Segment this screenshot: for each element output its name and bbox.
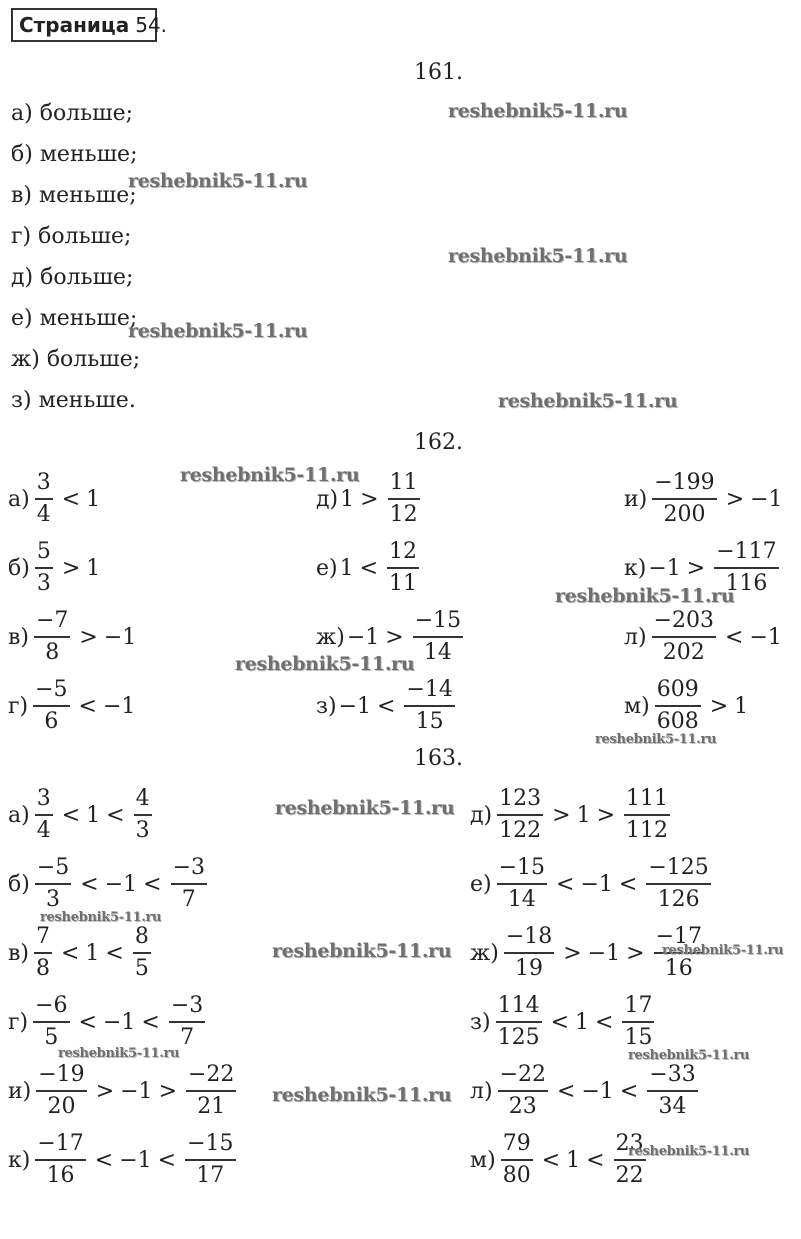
comparison-sign: <: [157, 1147, 177, 1173]
comparison-sign: >: [626, 940, 645, 966]
number: 1: [575, 1009, 590, 1035]
numerator: 114: [497, 993, 540, 1018]
watermark: reshebnik5-11.ru: [180, 464, 360, 486]
watermark: reshebnik5-11.ru: [498, 390, 678, 412]
expr-162: [624, 675, 748, 737]
numerator: −15: [187, 1131, 234, 1156]
denominator: 11: [389, 571, 418, 596]
watermark: reshebnik5-11.ru: [628, 1144, 750, 1159]
expr-163: [8, 1129, 239, 1191]
numerator: 123: [499, 786, 542, 811]
numerator: 17: [624, 993, 653, 1018]
expr-162: [624, 606, 782, 668]
number: −1: [104, 871, 138, 897]
comparison-sign: <: [143, 871, 162, 897]
numerator: −6: [35, 993, 68, 1018]
comparison-sign: <: [105, 940, 124, 966]
fraction: [614, 1129, 646, 1191]
denominator: 608: [656, 709, 699, 734]
number: −1: [103, 624, 137, 650]
item-label: м): [470, 1147, 496, 1173]
watermark: reshebnik5-11.ru: [40, 910, 162, 925]
comparison-sign: >: [596, 802, 616, 828]
denominator: 14: [423, 640, 452, 665]
denominator: 7: [181, 887, 196, 912]
fraction: [36, 1060, 86, 1122]
fraction: [34, 922, 52, 984]
number: −1: [338, 693, 372, 719]
answer-161-z: з) меньше.: [11, 388, 136, 413]
fraction: [652, 468, 716, 530]
expr-162: [316, 537, 422, 599]
denominator: 80: [502, 1163, 531, 1188]
answer-161-zh: ж) больше;: [11, 347, 141, 372]
comparison-sign: <: [61, 802, 81, 828]
numerator: −33: [649, 1062, 696, 1087]
denominator: 15: [624, 1025, 653, 1050]
number: 1: [86, 802, 101, 828]
answer-161-b: б) меньше;: [11, 142, 138, 167]
expr-162: [624, 468, 783, 530]
numerator: 7: [35, 924, 50, 949]
item-label: е): [316, 555, 338, 581]
denominator: 200: [663, 502, 706, 527]
comparison-sign: <: [94, 1147, 114, 1173]
denominator: 4: [36, 502, 51, 527]
denominator: 17: [196, 1163, 225, 1188]
comparison-sign: >: [725, 486, 745, 512]
denominator: 126: [657, 887, 700, 912]
denominator: 122: [499, 818, 542, 843]
expr-163: [8, 853, 210, 915]
numerator: 23: [615, 1131, 644, 1156]
number: 1: [85, 940, 100, 966]
comparison-sign: <: [586, 1147, 605, 1173]
item-label: л): [470, 1078, 493, 1104]
item-label: к): [624, 555, 647, 581]
numerator: −125: [648, 855, 709, 880]
fraction: [624, 784, 670, 846]
item-label: г): [8, 1009, 29, 1035]
numerator: 111: [626, 786, 669, 811]
fraction: [647, 1060, 697, 1122]
item-label: ж): [470, 940, 499, 966]
number: −1: [102, 1009, 136, 1035]
problem-number-162: 162.: [414, 430, 463, 455]
number: 1: [340, 486, 355, 512]
item-label: г): [8, 693, 29, 719]
fraction: [646, 853, 710, 915]
numerator: −5: [35, 677, 68, 702]
watermark: reshebnik5-11.ru: [628, 1048, 750, 1063]
fraction: [185, 1129, 235, 1191]
fraction: [34, 606, 70, 668]
comparison-sign: >: [61, 555, 81, 581]
denominator: 21: [197, 1094, 226, 1119]
expr-163: [470, 1129, 649, 1191]
fraction: [622, 991, 654, 1053]
numerator: −3: [170, 993, 204, 1018]
fraction: [33, 991, 69, 1053]
comparison-sign: >: [79, 624, 98, 650]
denominator: 3: [135, 818, 150, 843]
problem-number-161: 161.: [414, 60, 463, 85]
number: −1: [581, 1078, 614, 1104]
answer-161-g: г) больше;: [11, 224, 132, 249]
denominator: 7: [180, 1025, 195, 1050]
item-label: а): [8, 802, 30, 828]
denominator: 3: [36, 571, 51, 596]
expr-163: [8, 784, 155, 846]
fraction: [504, 922, 554, 984]
numerator: 609: [656, 677, 699, 702]
watermark: reshebnik5-11.ru: [128, 170, 308, 192]
denominator: 6: [44, 709, 59, 734]
number: 1: [86, 555, 101, 581]
item-label: л): [624, 624, 647, 650]
numerator: −17: [655, 924, 703, 949]
number: −1: [346, 624, 380, 650]
denominator: 112: [626, 818, 669, 843]
item-label: б): [8, 555, 30, 581]
expr-162: [8, 606, 136, 668]
number: 1: [734, 693, 749, 719]
fraction: [387, 537, 419, 599]
comparison-sign: <: [595, 1009, 614, 1035]
number: 1: [339, 555, 354, 581]
numerator: −18: [505, 924, 553, 949]
denominator: 116: [725, 571, 768, 596]
number: −1: [648, 555, 681, 581]
watermark: reshebnik5-11.ru: [275, 797, 455, 819]
comparison-sign: >: [709, 693, 729, 719]
item-label: и): [8, 1078, 32, 1104]
fraction: [35, 853, 71, 915]
numerator: −5: [36, 855, 70, 880]
number: −1: [580, 871, 613, 897]
numerator: −199: [654, 470, 715, 495]
numerator: 12: [389, 539, 418, 564]
denominator: 125: [497, 1025, 540, 1050]
watermark: reshebnik5-11.ru: [58, 1046, 180, 1061]
denominator: 19: [515, 956, 544, 981]
numerator: 3: [36, 470, 51, 495]
page-header: [11, 8, 168, 42]
comparison-sign: <: [556, 871, 575, 897]
numerator: 79: [502, 1131, 531, 1156]
item-label: з): [470, 1009, 491, 1035]
fraction: [498, 1060, 548, 1122]
fraction: [497, 853, 547, 915]
fraction: [134, 784, 152, 846]
denominator: 20: [47, 1094, 76, 1119]
item-label: з): [316, 693, 337, 719]
page-label: Страница: [19, 13, 130, 37]
comparison-sign: <: [78, 1009, 97, 1035]
expr-163: [470, 1060, 701, 1122]
number: 1: [576, 802, 591, 828]
denominator: 16: [46, 1163, 75, 1188]
numerator: −17: [37, 1131, 84, 1156]
expr-163: [8, 922, 154, 984]
comparison-sign: <: [725, 624, 744, 650]
number: 1: [86, 486, 101, 512]
denominator: 202: [662, 640, 705, 665]
expr-162: [316, 675, 458, 737]
numerator: −117: [716, 539, 777, 564]
comparison-sign: <: [618, 871, 638, 897]
comparison-sign: >: [686, 555, 706, 581]
item-label: ж): [316, 624, 345, 650]
number: −1: [750, 486, 783, 512]
comparison-sign: <: [141, 1009, 160, 1035]
numerator: 8: [134, 924, 149, 949]
problem-number-163: 163.: [414, 746, 463, 771]
fraction: [497, 784, 543, 846]
fraction: [413, 606, 463, 668]
comparison-sign: <: [106, 802, 125, 828]
fraction: [655, 675, 701, 737]
comparison-sign: <: [619, 1078, 639, 1104]
number: 1: [566, 1147, 581, 1173]
watermark: reshebnik5-11.ru: [595, 732, 717, 747]
fraction: [35, 468, 53, 530]
watermark: reshebnik5-11.ru: [448, 245, 628, 267]
comparison-sign: <: [80, 871, 99, 897]
denominator: 22: [615, 1163, 644, 1188]
comparison-sign: <: [377, 693, 396, 719]
comparison-sign: <: [78, 693, 97, 719]
fraction: [171, 853, 207, 915]
denominator: 3: [46, 887, 61, 912]
expr-163: [470, 991, 657, 1053]
numerator: 3: [36, 786, 51, 811]
denominator: 12: [389, 502, 418, 527]
number: −1: [749, 624, 782, 650]
fraction: [388, 468, 420, 530]
numerator: −15: [498, 855, 546, 880]
comparison-sign: <: [557, 1078, 576, 1104]
item-label: б): [8, 871, 30, 897]
comparison-sign: >: [360, 486, 379, 512]
number: −1: [120, 1078, 153, 1104]
numerator: −22: [188, 1062, 235, 1087]
item-label: е): [470, 871, 492, 897]
denominator: 8: [45, 640, 60, 665]
fraction: [404, 675, 454, 737]
expr-162: [8, 468, 100, 530]
fraction: [169, 991, 205, 1053]
denominator: 23: [508, 1094, 537, 1119]
page-number: 54.: [135, 13, 168, 37]
answer-161-a: а) больше;: [11, 101, 134, 126]
item-label: в): [8, 624, 29, 650]
fraction: [501, 1129, 533, 1191]
denominator: 5: [44, 1025, 59, 1050]
denominator: 14: [507, 887, 536, 912]
numerator: −7: [35, 608, 69, 633]
comparison-sign: >: [552, 802, 571, 828]
fraction: [496, 991, 542, 1053]
denominator: 5: [134, 956, 149, 981]
fraction: [35, 784, 53, 846]
item-label: м): [624, 693, 650, 719]
denominator: 4: [36, 818, 51, 843]
expr-162: [8, 675, 135, 737]
numerator: 4: [135, 786, 150, 811]
numerator: −3: [172, 855, 206, 880]
watermark: reshebnik5-11.ru: [235, 653, 415, 675]
numerator: 11: [389, 470, 418, 495]
numerator: −14: [406, 677, 453, 702]
comparison-sign: >: [158, 1078, 177, 1104]
number: −1: [587, 940, 621, 966]
expr-163: [8, 1060, 239, 1122]
watermark: reshebnik5-11.ru: [448, 100, 628, 122]
fraction: [33, 675, 69, 737]
answer-161-e: е) меньше;: [11, 306, 138, 331]
watermark: reshebnik5-11.ru: [272, 1084, 452, 1106]
comparison-sign: <: [541, 1147, 561, 1173]
watermark: reshebnik5-11.ru: [662, 943, 784, 958]
expr-163: [8, 991, 208, 1053]
number: −1: [119, 1147, 152, 1173]
item-label: д): [316, 486, 339, 512]
item-label: а): [8, 486, 30, 512]
fraction: [186, 1060, 236, 1122]
comparison-sign: <: [60, 940, 80, 966]
expr-163: [470, 784, 673, 846]
item-label: и): [624, 486, 648, 512]
denominator: 34: [658, 1094, 687, 1119]
comparison-sign: <: [550, 1009, 570, 1035]
numerator: −203: [653, 608, 714, 633]
fraction: [35, 1129, 85, 1191]
numerator: 5: [36, 539, 51, 564]
item-label: к): [8, 1147, 31, 1173]
watermark: reshebnik5-11.ru: [555, 585, 735, 607]
item-label: в): [8, 940, 29, 966]
item-label: д): [470, 802, 493, 828]
comparison-sign: <: [359, 555, 379, 581]
comparison-sign: >: [563, 940, 582, 966]
fraction: [133, 922, 151, 984]
denominator: 16: [664, 956, 693, 981]
comparison-sign: >: [95, 1078, 115, 1104]
numerator: −19: [38, 1062, 85, 1087]
numerator: −22: [499, 1062, 546, 1087]
fraction: [35, 537, 53, 599]
denominator: 15: [415, 709, 444, 734]
watermark: reshebnik5-11.ru: [272, 940, 452, 962]
watermark: reshebnik5-11.ru: [128, 320, 308, 342]
comparison-sign: >: [385, 624, 404, 650]
number: −1: [102, 693, 136, 719]
numerator: −15: [414, 608, 462, 633]
comparison-sign: <: [61, 486, 81, 512]
expr-163: [470, 853, 714, 915]
answer-161-d: д) больше;: [11, 265, 134, 290]
denominator: 8: [35, 956, 50, 981]
answer-161-v: в) меньше;: [11, 183, 137, 208]
expr-162: [8, 537, 100, 599]
fraction: [652, 606, 716, 668]
